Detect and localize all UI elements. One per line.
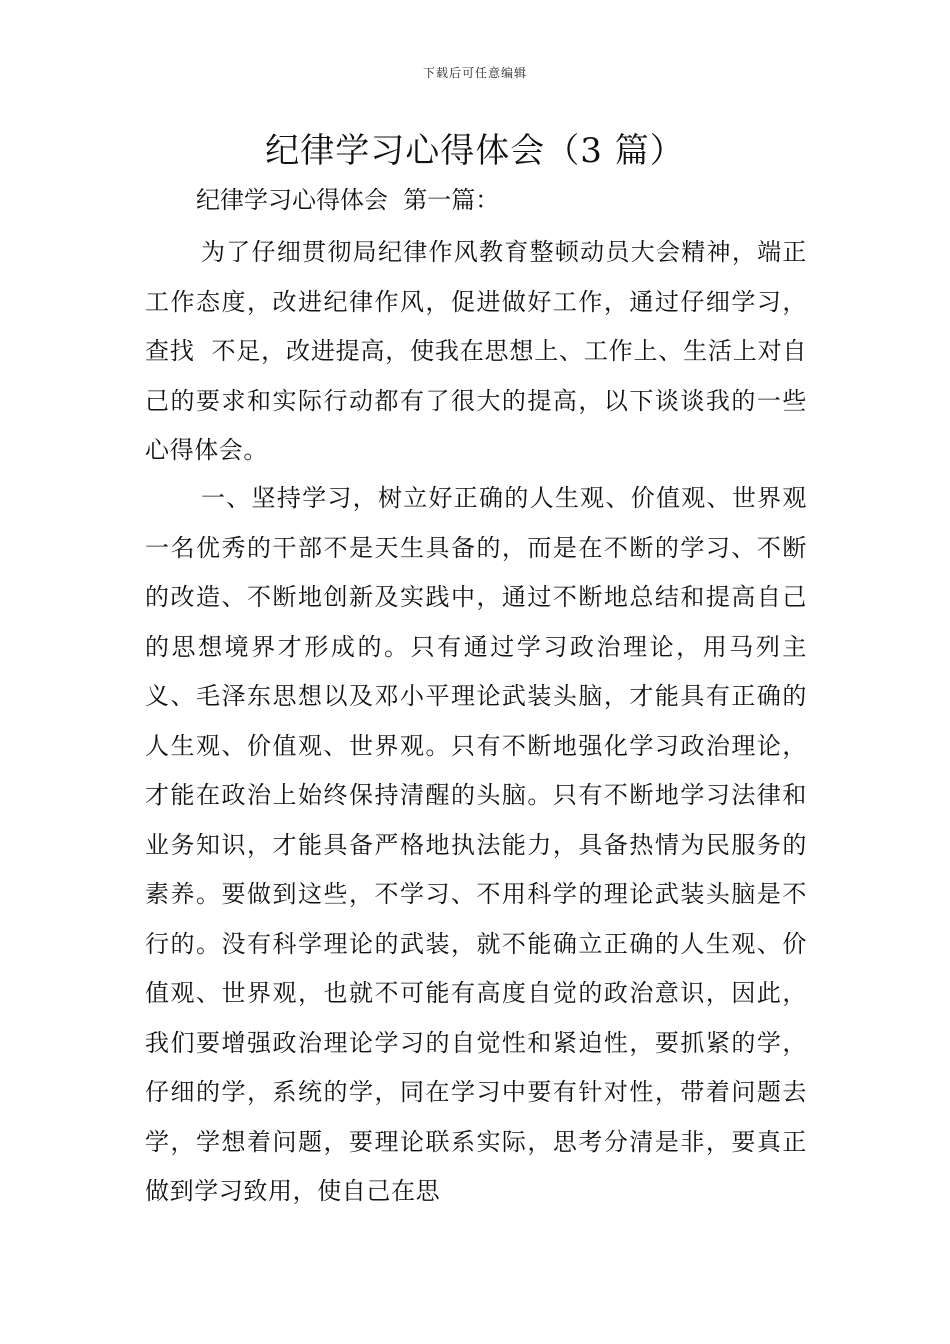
section-heading: 纪律学习心得体会 第一篇： [196,186,500,214]
document-title: 纪律学习心得体会（3 篇） [265,131,685,171]
body-paragraph: 一、坚持学习，树立好正确的人生观、价值观、世界观 一名优秀的干部不是天生具备的，而是在不断的学习、不断的改造、不断地创新及实践中，通过不断地总结和提高自己的思想境界才形成的。只有通过学习政治理论，用马列主义、毛泽东思想以及邓小平理论武装头脑，才能具有正确的人生观、价值观、世界观。只有不断地强化学习政治理论，才能在政治上始终保持清醒的头脑。只有不断地学习法律和业务知识，才能具备严格地执法能力，具备热情为民服务的素养。要做到这些，不学习、不用科学的理论武装头脑是不行的。没有科学理论的武装，就不能确立正确的人生观、价值观、世界观，也就不可能有高度自觉的政治意识，因此，我们要增强政治理论学习的自觉性和紧迫性，要抓紧的学，仔细的学，系统的学，同在学习中要有针对性，带着问题去学，学想着问题，要理论联系实际，思考分清是非，要真正做到学习致用，使自己在思 [145,484,824,1205]
body-paragraph: 为了仔细贯彻局纪律作风教育整顿动员大会精神，端正工作态度，改进纪律作风，促进做好工作，通过仔细学习，查找 不足，改进提高，使我在思想上、工作上、生活上对自己的要求和实际行动都有了很大的提高，以下谈谈我的一些心得体会。 [145,238,807,464]
header-note: 下载后可任意编辑 [422,66,527,80]
